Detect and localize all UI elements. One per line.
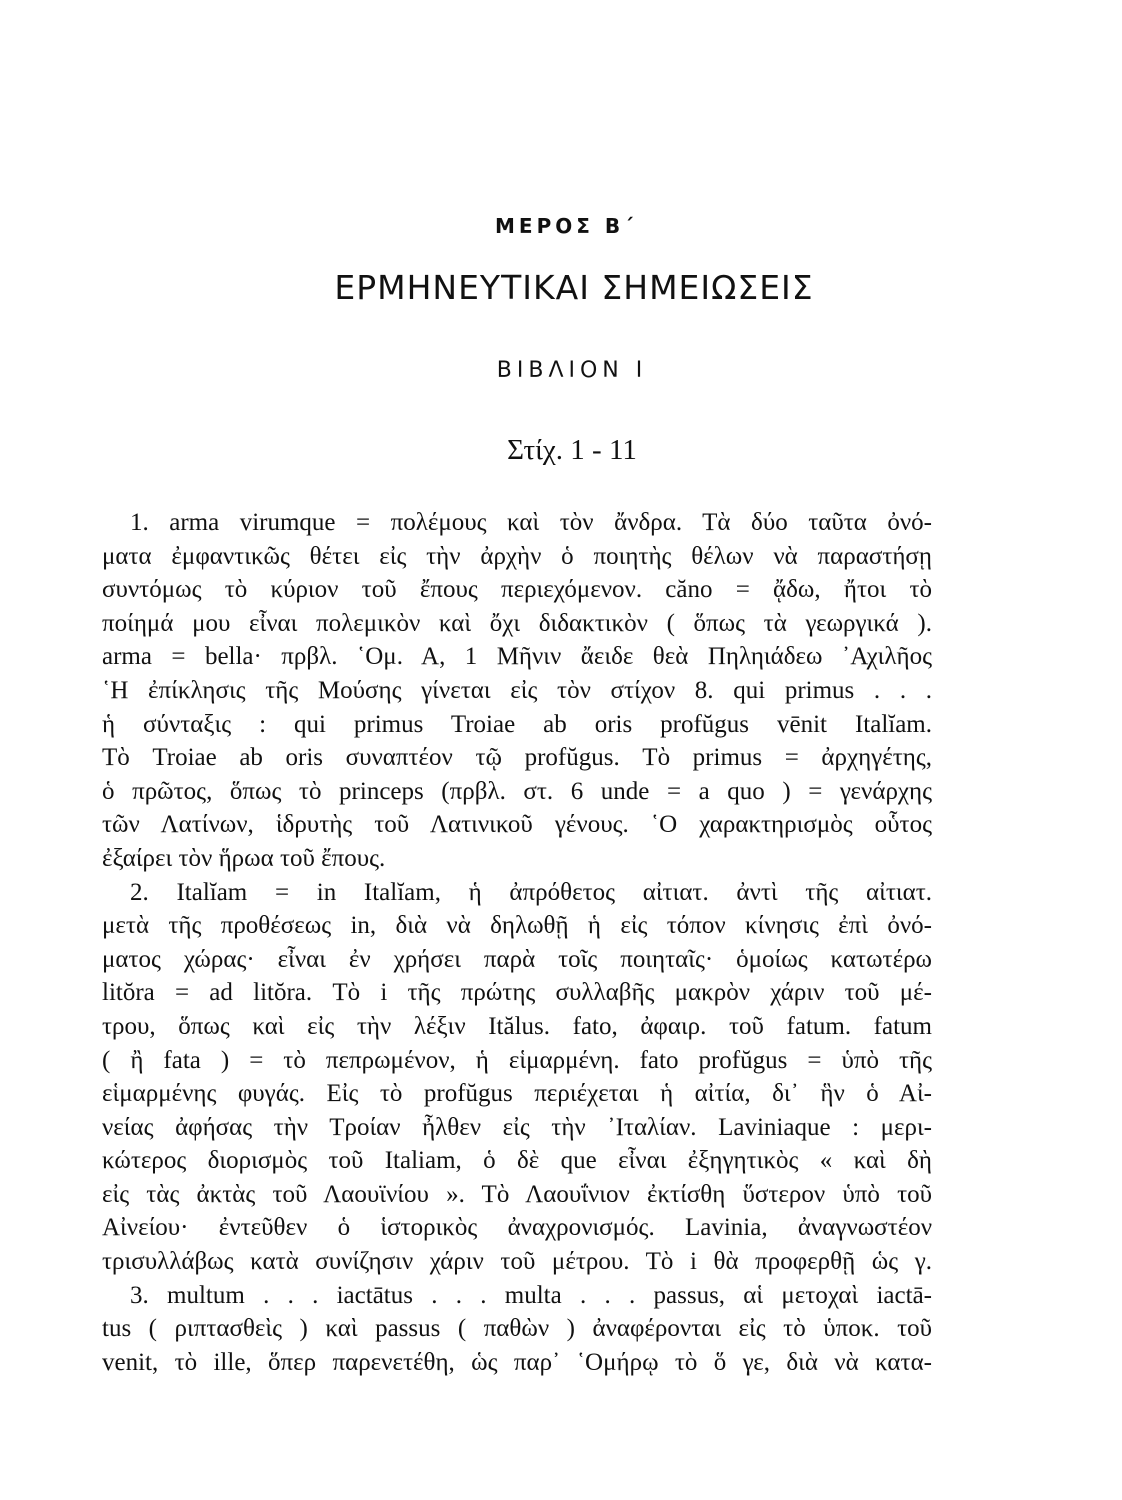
text-line: tus ( ριπτασθεὶς ) καὶ passus ( παθὼν ) ἀναφέρονται εἰς τὸ ὑποκ. τοῦ: [102, 1315, 932, 1343]
part-heading: ΜΕΡΟΣ Β΄: [495, 214, 637, 238]
text-line: ματα ἐμφαντικῶς θέτει εἰς τὴν ἀρχὴν ὁ ποιητὴς θέλων νὰ παραστήσῃ: [102, 542, 932, 570]
text-line: νείας ἀφήσας τὴν Τροίαν ἦλθεν εἰς τὴν ᾿Ιταλίαν. Laviniaque : μερι-: [102, 1113, 932, 1141]
text-line: ῾Η ἐπίκλησις τῆς Μούσης γίνεται εἰς τὸν στίχον 8. qui primus . . .: [102, 676, 932, 704]
text-line: litŏra = ad litŏra. Τὸ i τῆς πρώτης συλλαβῆς μακρὸν χάριν τοῦ μέ-: [102, 979, 932, 1007]
text-line: εἱμαρμένης φυγάς. Εἰς τὸ profŭgus περιέχεται ἡ αἰτία, δι᾿ ἣν ὁ Αἰ-: [102, 1080, 932, 1108]
section-title: ΕΡΜΗΝΕΥΤΙΚΑΙ ΣΗΜΕΙΩΣΕΙΣ: [334, 268, 814, 307]
text-line: ( ἢ fata ) = τὸ πεπρωμένον, ἡ εἱμαρμένη. fato profŭgus = ὑπὸ τῆς: [102, 1046, 932, 1074]
text-line: Αἰνείου· ἐντεῦθεν ὁ ἱστορικὸς ἀναχρονισμός. Lavinia, ἀναγνωστέον: [102, 1214, 932, 1242]
text-line: τρισυλλάβως κατὰ συνίζησιν χάριν τοῦ μέτρου. Τὸ i θὰ προφερθῇ ὡς γ.: [102, 1248, 932, 1276]
text-line: εἰς τὰς ἀκτὰς τοῦ Λαουϊνίου ». Τὸ Λαουΐνιον ἐκτίσθη ὕστερον ὑπὸ τοῦ: [102, 1180, 932, 1208]
text-line: Τὸ Troiae ab oris συναπτέον τῷ profŭgus. Τὸ primus = ἀρχηγέτης,: [102, 744, 932, 772]
text-line: 1. arma virumque = πολέμους καὶ τὸν ἄνδρα. Τὰ δύο ταῦτα ὀνό-: [130, 509, 932, 536]
commentary-body: [102, 506, 932, 1379]
book-heading: ΒΙΒΛΙΟΝ Ι: [496, 358, 648, 383]
text-line: ἡ σύνταξις : qui primus Troiae ab oris profŭgus vēnit Italĭam.: [102, 710, 932, 738]
text-line: ἐξαίρει τὸν ἥρωα τοῦ ἔπους.: [102, 844, 386, 872]
text-line: ματος χώρας· εἶναι ἐν χρήσει παρὰ τοῖς ποιηταῖς· ὁμοίως κατωτέρω: [102, 945, 932, 973]
text-line: τρου, ὅπως καὶ εἰς τὴν λέξιν Itălus. fato, ἀφαιρ. τοῦ fatum. fatum: [102, 1012, 932, 1040]
text-line: 2. Italĭam = in Italĭam, ἡ ἀπρόθετος αἰτιατ. ἀντὶ τῆς αἰτιατ.: [130, 878, 932, 906]
text-line: 3. multum . . . iactātus . . . multa . . . passus, αἱ μετοχαὶ iactā-: [130, 1281, 932, 1309]
text-line: ποίημά μου εἶναι πολεμικὸν καὶ ὄχι διδακτικὸν ( ὅπως τὰ γεωργικά ).: [102, 609, 932, 637]
text-line: ὁ πρῶτος, ὅπως τὸ princeps (πρβλ. στ. 6 unde = a quo ) = γενάρχης: [102, 777, 932, 805]
text-line: venit, τὸ ille, ὅπερ παρενετέθη, ὡς παρ᾿ ῾Ομήρῳ τὸ ὅ γε, διὰ νὰ κατα-: [102, 1348, 932, 1376]
text-line: κώτερος διορισμὸς τοῦ Italiam, ὁ δὲ que εἶναι ἐξηγητικὸς « καὶ δὴ: [102, 1147, 932, 1175]
text-line: συντόμως τὸ κύριον τοῦ ἔπους περιεχόμενον. căno = ᾄδω, ἤτοι τὸ: [102, 576, 932, 604]
text-line: τῶν Λατίνων, ἱδρυτὴς τοῦ Λατινικοῦ γένους. ῾Ο χαρακτηρισμὸς οὗτος: [102, 811, 932, 839]
text-line: μετὰ τῆς προθέσεως in, διὰ νὰ δηλωθῇ ἡ εἰς τόπον κίνησις ἐπὶ ὀνό-: [102, 912, 932, 940]
verses-heading: Στίχ. 1 - 11: [507, 434, 637, 466]
text-line: arma = bella· πρβλ. ῾Ομ. Α, 1 Μῆνιν ἄειδε θεὰ Πηληιάδεω ᾿Αχιλῆος: [102, 643, 932, 671]
